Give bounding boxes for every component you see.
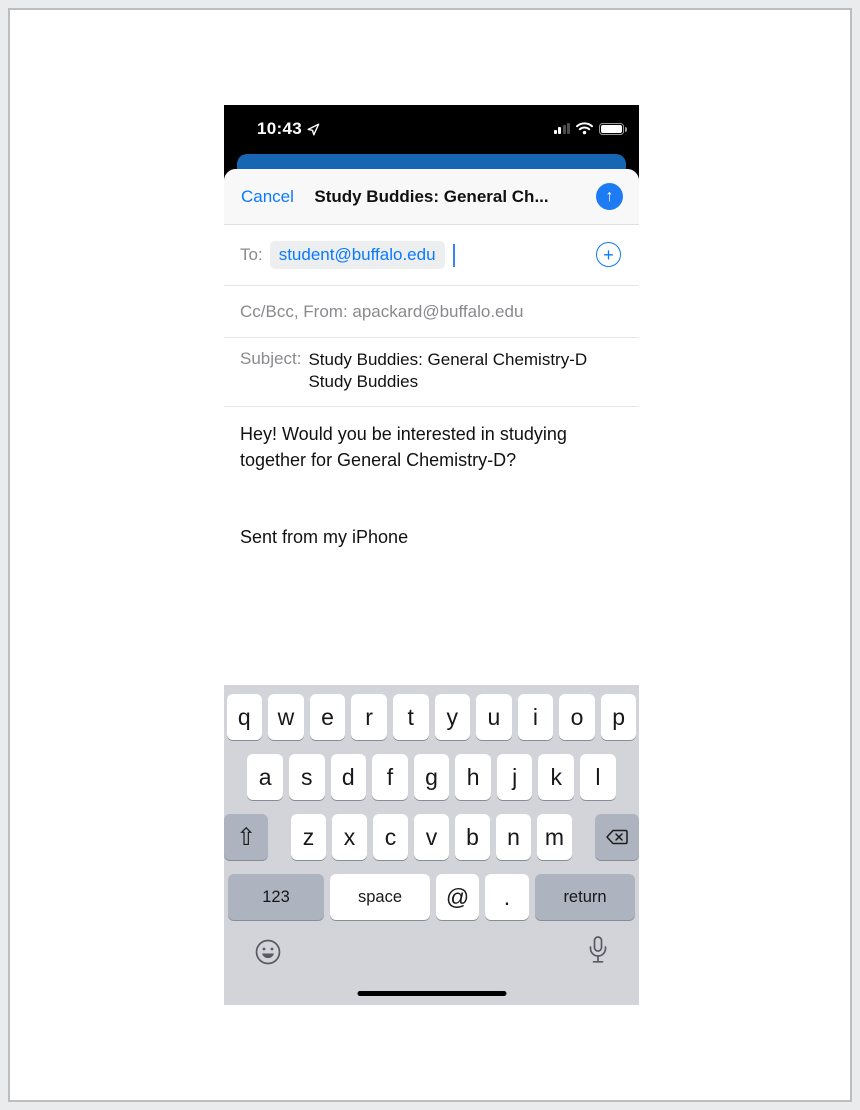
key-t[interactable]: t: [393, 694, 429, 740]
keyboard-row-1: [224, 694, 639, 740]
status-bar: [224, 105, 639, 153]
key-m[interactable]: m: [537, 814, 572, 860]
key-l[interactable]: l: [580, 754, 616, 800]
subject-value: Study Buddies: General Chemistry-D Study Buddies: [308, 350, 588, 391]
key-u[interactable]: u: [476, 694, 512, 740]
key-z[interactable]: z: [291, 814, 326, 860]
microphone-icon: [587, 935, 609, 967]
wifi-icon: [576, 122, 593, 135]
body-text: Hey! Would you be interested in studying together for General Chemistry-D?: [240, 424, 567, 470]
to-label: To:: [240, 245, 263, 264]
key-n[interactable]: n: [496, 814, 531, 860]
emoji-icon: [254, 938, 282, 966]
message-body[interactable]: [224, 407, 639, 548]
iphone-screenshot: [224, 105, 639, 1005]
key-c[interactable]: c: [373, 814, 408, 860]
keyboard-row-3: [224, 814, 639, 860]
cancel-button[interactable]: Cancel: [241, 186, 294, 206]
key-d[interactable]: d: [331, 754, 367, 800]
compose-title: Study Buddies: General Ch...: [314, 186, 549, 206]
key-a[interactable]: a: [247, 754, 283, 800]
signature-text: Sent from my iPhone: [240, 527, 409, 547]
key-r[interactable]: r: [351, 694, 387, 740]
location-arrow-icon: [307, 123, 320, 136]
key-p[interactable]: p: [601, 694, 637, 740]
key-j[interactable]: j: [497, 754, 533, 800]
return-key[interactable]: return: [535, 874, 635, 920]
plus-icon: +: [603, 244, 614, 265]
backspace-key[interactable]: [595, 814, 639, 860]
to-field[interactable]: [224, 225, 639, 286]
shift-key[interactable]: [224, 814, 268, 860]
period-key[interactable]: .: [485, 874, 529, 920]
key-w[interactable]: w: [268, 694, 304, 740]
emoji-keyboard-button[interactable]: [254, 938, 282, 971]
numbers-key[interactable]: 123: [228, 874, 324, 920]
cellular-signal-icon: [554, 123, 571, 134]
key-i[interactable]: i: [518, 694, 554, 740]
at-key[interactable]: @: [436, 874, 479, 920]
add-contact-button[interactable]: [596, 242, 621, 267]
key-s[interactable]: s: [289, 754, 325, 800]
key-y[interactable]: y: [435, 694, 471, 740]
key-e[interactable]: e: [310, 694, 346, 740]
subject-label: Subject:: [240, 349, 302, 368]
key-k[interactable]: k: [538, 754, 574, 800]
backspace-icon: [605, 828, 629, 846]
key-g[interactable]: g: [414, 754, 450, 800]
subject-field[interactable]: [224, 338, 639, 407]
ios-keyboard: [224, 685, 639, 1005]
text-cursor: [453, 244, 455, 267]
compose-header: [224, 169, 639, 225]
space-key[interactable]: space: [330, 874, 430, 920]
key-f[interactable]: f: [372, 754, 408, 800]
cc-bcc-from-field[interactable]: [224, 286, 639, 338]
keyboard-row-2: [224, 754, 639, 800]
key-h[interactable]: h: [455, 754, 491, 800]
send-arrow-icon: ↑: [605, 187, 614, 205]
home-indicator[interactable]: [357, 991, 506, 996]
key-b[interactable]: b: [455, 814, 490, 860]
key-q[interactable]: q: [227, 694, 263, 740]
battery-icon: [599, 123, 624, 135]
clock-text: 10:43: [257, 119, 302, 138]
key-v[interactable]: v: [414, 814, 449, 860]
document-page: [8, 8, 852, 1102]
shift-icon: ⇧: [236, 823, 257, 851]
status-time: [257, 119, 320, 139]
dictation-button[interactable]: [587, 935, 609, 972]
send-button[interactable]: [596, 183, 623, 210]
keyboard-bottom-bar: [224, 935, 639, 975]
key-x[interactable]: x: [332, 814, 367, 860]
key-o[interactable]: o: [559, 694, 595, 740]
recipient-token[interactable]: student@buffalo.edu: [270, 241, 445, 269]
status-icons: [554, 122, 625, 135]
cc-bcc-from-text: Cc/Bcc, From: apackard@buffalo.edu: [240, 301, 524, 321]
keyboard-row-4: [224, 874, 639, 920]
